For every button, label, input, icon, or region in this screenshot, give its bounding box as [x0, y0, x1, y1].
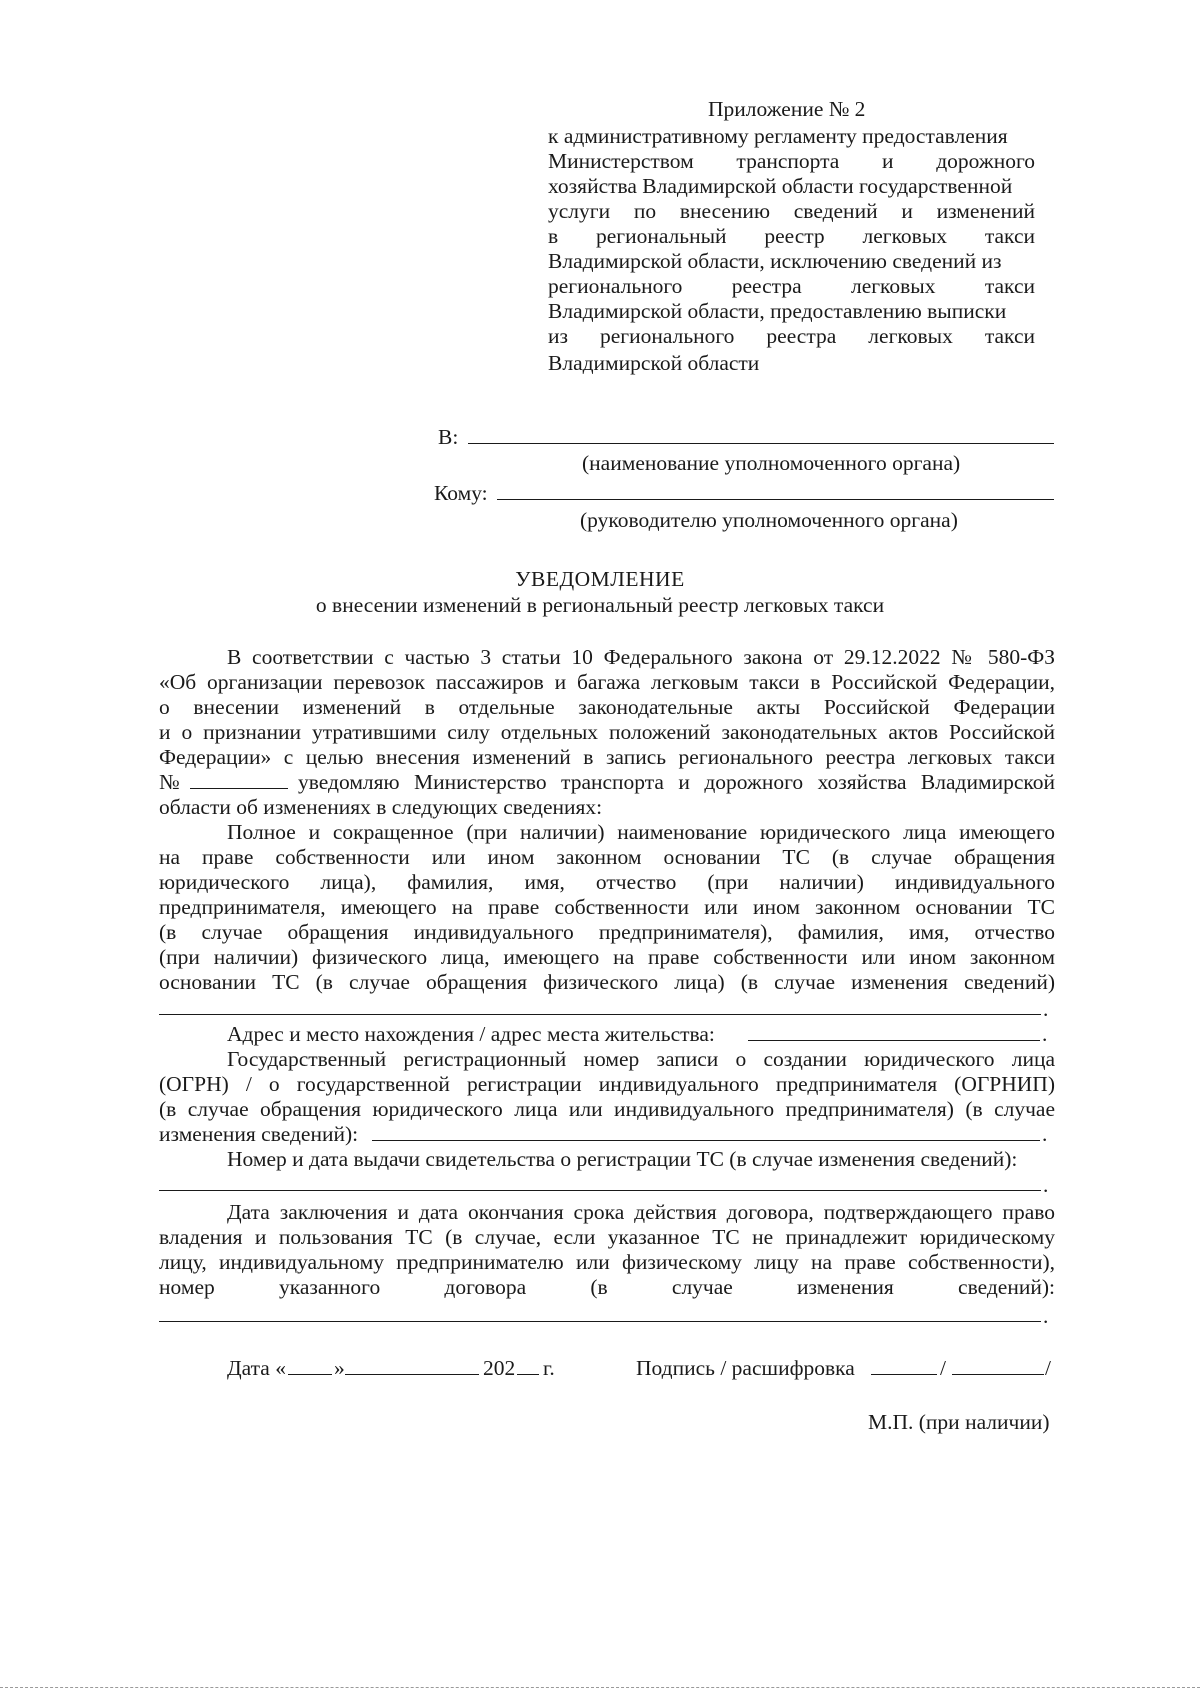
header-line: услуги по внесению сведений и изменений	[548, 199, 1035, 223]
paragraph-line: лицу, индивидуальному предпринимателю или физическому лицу на праве собственности),	[159, 1250, 1055, 1274]
to-caption: (наименование уполномоченного органа)	[582, 451, 961, 475]
whom-label: Кому:	[434, 481, 488, 505]
period: .	[1042, 1122, 1048, 1146]
header-line: Владимирской области, исключению сведений из	[548, 249, 1002, 273]
address-field[interactable]	[748, 1040, 1040, 1041]
date-year-field[interactable]	[517, 1374, 539, 1375]
stamp-note: М.П. (при наличии)	[868, 1410, 1050, 1434]
date-close-quote: »	[334, 1356, 345, 1380]
appendix-title: Приложение № 2	[708, 97, 866, 121]
slash: /	[940, 1356, 946, 1380]
name-field[interactable]	[159, 1014, 1041, 1015]
paragraph-line: Полное и сокращенное (при наличии) наименование юридического лица имеющего	[227, 820, 1055, 844]
paragraph-line: о внесении изменений в отдельные законодательные акты Российской Федерации	[159, 695, 1055, 719]
paragraph-line: области об изменениях в следующих сведениях:	[159, 795, 603, 819]
paragraph-line: (в случае обращения юридического лица или индивидуального предпринимателя) (в случае	[159, 1097, 1055, 1121]
paragraph-line: уведомляю Министерство транспорта и дорожного хозяйства Владимирской	[298, 770, 1055, 794]
number-sign: №	[159, 770, 180, 794]
signature-decoding-field[interactable]	[952, 1374, 1044, 1375]
header-line: в региональный реестр легковых такси	[548, 224, 1035, 248]
document-title: УВЕДОМЛЕНИЕ	[515, 567, 685, 591]
signature-label: Подпись / расшифровка	[636, 1356, 855, 1380]
header-line: Владимирской области, предоставлению выписки	[548, 299, 1007, 323]
signature-field[interactable]	[871, 1374, 937, 1375]
paragraph-line: Номер и дата выдачи свидетельства о регистрации ТС (в случае изменения сведений):	[227, 1147, 1018, 1171]
header-line: из регионального реестра легковых такси	[548, 324, 1035, 348]
paragraph-line: на праве собственности или ином законном основании ТС (в случае обращения	[159, 845, 1055, 869]
registry-number-field[interactable]	[190, 788, 288, 789]
paragraph-line: предпринимателя, имеющего на праве собственности или ином законном основании ТС	[159, 895, 1055, 919]
to-label: В:	[438, 425, 459, 449]
paragraph-line: (ОГРН) / о государственной регистрации индивидуального предпринимателя (ОГРНИП)	[159, 1072, 1055, 1096]
address-label: Адрес и место нахождения / адрес места жительства:	[227, 1022, 715, 1046]
paragraph-line: (при наличии) физического лица, имеющего на праве собственности или ином законном	[159, 945, 1055, 969]
header-line: к административному регламенту предоставления	[548, 124, 1008, 148]
year-prefix: 202	[483, 1356, 516, 1380]
year-suffix: г.	[543, 1356, 555, 1380]
slash: /	[1045, 1356, 1051, 1380]
paragraph-line: юридического лица), фамилия, имя, отчество (при наличии) индивидуального	[159, 870, 1055, 894]
paragraph-line: номер указанного договора (в случае изменения сведений):	[159, 1275, 1055, 1299]
paragraph-line: владения и пользования ТС (в случае, если указанное ТС не принадлежит юридическому	[159, 1225, 1055, 1249]
period: .	[1043, 997, 1049, 1021]
paragraph-line: Дата заключения и дата окончания срока действия договора, подтверждающего право	[227, 1200, 1055, 1224]
contract-field[interactable]	[159, 1321, 1041, 1322]
paragraph-line: Государственный регистрационный номер записи о создании юридического лица	[227, 1047, 1055, 1071]
registration-certificate-field[interactable]	[159, 1190, 1041, 1191]
paragraph-line: изменения сведений):	[159, 1122, 359, 1146]
period: .	[1043, 1173, 1049, 1197]
header-line: Владимирской области	[548, 351, 760, 375]
paragraph-line: «Об организации перевозок пассажиров и багажа легковым такси в Российской Федерации,	[159, 670, 1055, 694]
whom-caption: (руководителю уполномоченного органа)	[580, 508, 958, 532]
header-line: регионального реестра легковых такси	[548, 274, 1035, 298]
header-line: хозяйства Владимирской области государственной	[548, 174, 1013, 198]
page-edge-rule	[0, 1687, 1200, 1688]
paragraph-line: Федерации» с целью внесения изменений в запись регионального реестра легковых такси	[159, 745, 1055, 769]
whom-field[interactable]	[497, 499, 1054, 500]
to-field[interactable]	[468, 443, 1054, 444]
period: .	[1043, 1304, 1049, 1328]
header-line: Министерством транспорта и дорожного	[548, 149, 1035, 173]
ogrn-field[interactable]	[372, 1140, 1040, 1141]
paragraph-line: (в случае обращения индивидуального предпринимателя), фамилия, имя, отчество	[159, 920, 1055, 944]
paragraph-line: и о признании утратившими силу отдельных положений законодательных актов Российской	[159, 720, 1055, 744]
date-label: Дата «	[227, 1356, 286, 1380]
date-month-field[interactable]	[345, 1374, 479, 1375]
date-day-field[interactable]	[288, 1374, 332, 1375]
document-subtitle: о внесении изменений в региональный реестр легковых такси	[315, 593, 885, 617]
paragraph-line: основании ТС (в случае обращения физического лица) (в случае изменения сведений)	[159, 970, 1055, 994]
period: .	[1042, 1022, 1048, 1046]
paragraph-line: В соответствии с частью 3 статьи 10 Федерального закона от 29.12.2022 № 580-ФЗ	[227, 645, 1055, 669]
